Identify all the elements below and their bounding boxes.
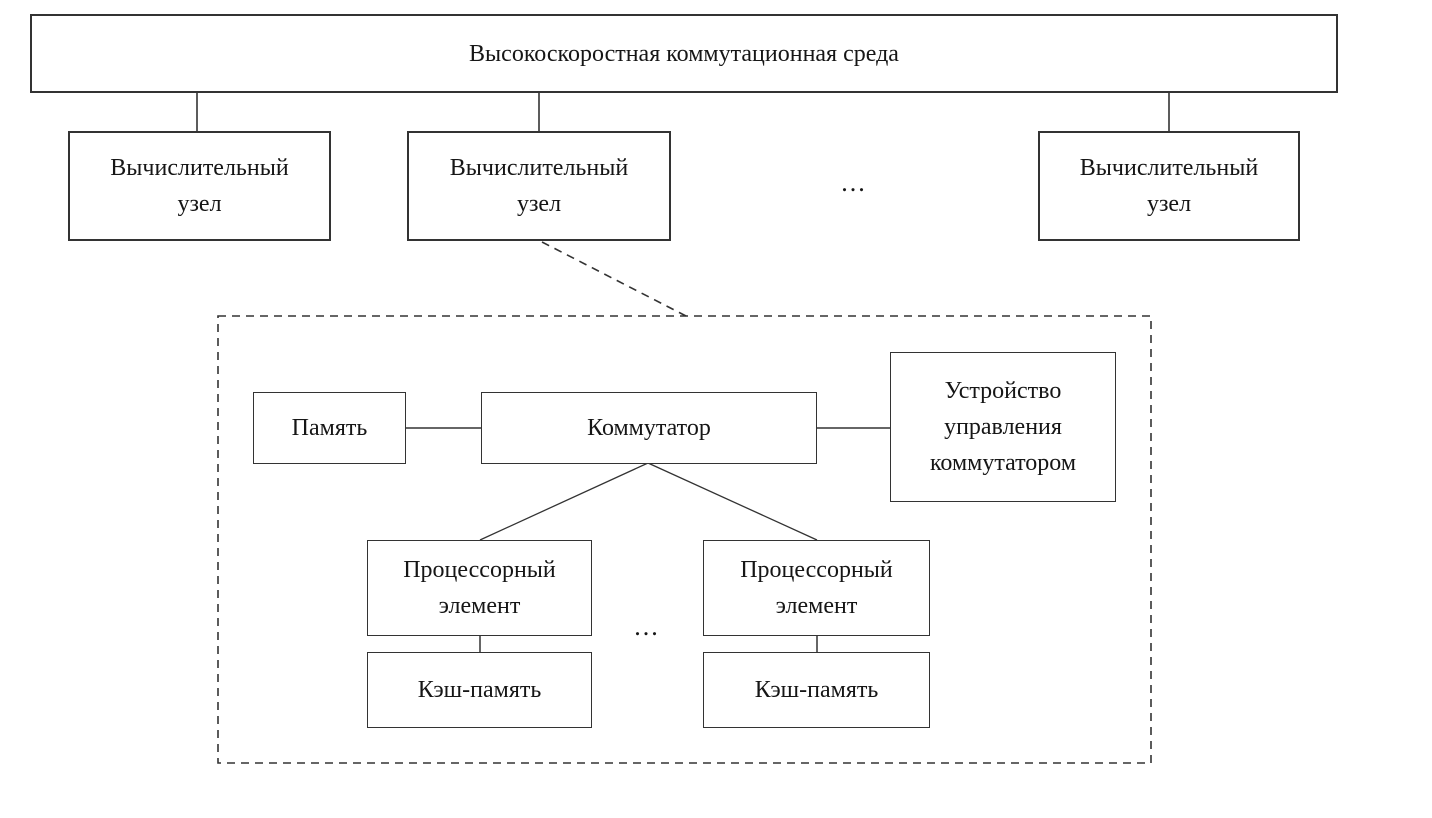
connector-switch-pe1	[480, 463, 648, 540]
nodes-ellipsis: ...	[841, 168, 867, 197]
switching-medium-label: Высокоскоростная коммутационная среда	[469, 40, 899, 67]
switch-box	[481, 392, 817, 464]
compute-node-label: Вычислительный узел	[110, 155, 289, 217]
memory-box	[253, 392, 406, 464]
node-detail-dashed-link	[542, 242, 686, 316]
processor-element-box-2	[703, 540, 930, 636]
switch-controller-box	[890, 352, 1116, 502]
compute-node-box-3	[1038, 131, 1300, 241]
switch-controller-label: Устройство управления коммутатором	[929, 378, 1077, 476]
cache-memory-box-1	[367, 652, 592, 728]
cache-memory-label: Кэш-память	[754, 677, 879, 703]
compute-node-label: Вычислительный узел	[449, 155, 629, 217]
compute-node-label: Вычислительный узел	[1079, 155, 1259, 217]
memory-label: Память	[291, 415, 368, 441]
connector-switch-pe2	[648, 463, 817, 540]
cache-memory-label: Кэш-память	[417, 677, 542, 703]
switch-label: Коммутатор	[587, 415, 711, 441]
processor-element-label: Процессорный элемент	[403, 557, 556, 619]
cache-memory-box-2	[703, 652, 930, 728]
processor-element-label: Процессорный элемент	[740, 557, 893, 619]
switching-medium-box	[30, 14, 1338, 93]
compute-node-box-1	[68, 131, 331, 241]
compute-node-box-2	[407, 131, 671, 241]
processors-ellipsis: ...	[634, 612, 660, 641]
processor-element-box-1	[367, 540, 592, 636]
